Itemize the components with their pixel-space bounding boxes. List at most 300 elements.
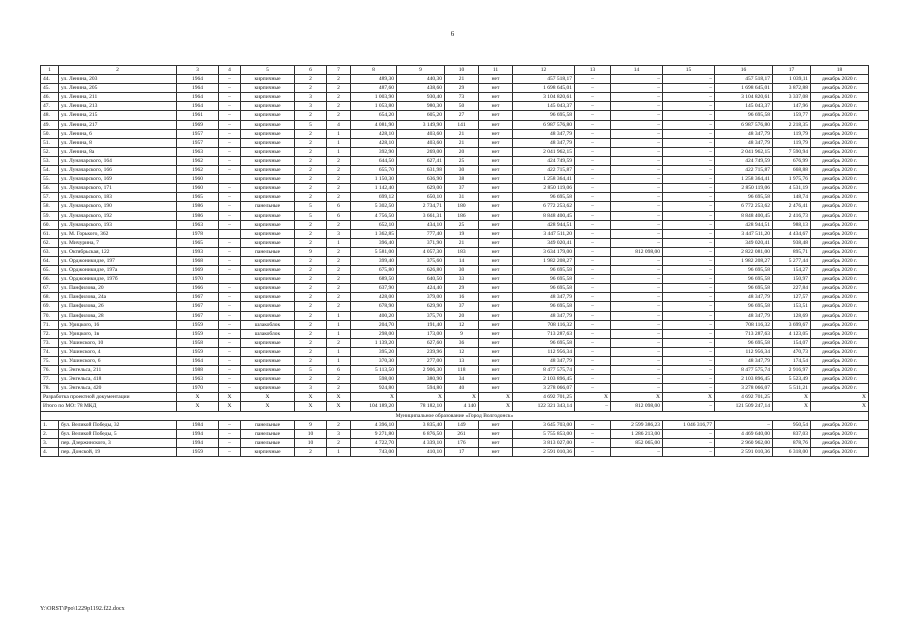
table-cell: ул. Панфилова, 24а <box>59 293 177 302</box>
table-cell: декабрь 2020 г. <box>811 375 869 384</box>
table-cell: – <box>663 120 715 129</box>
table-cell: ул. Луначарского, 190 <box>59 202 177 211</box>
table-cell: 4 <box>327 120 351 129</box>
table-cell: 1 982 208,27 <box>715 256 773 265</box>
table-cell: нет <box>479 247 513 256</box>
table-cell: декабрь 2020 г. <box>811 229 869 238</box>
table-cell: нет <box>479 302 513 311</box>
table-cell: 1 258 364,41 <box>513 175 575 184</box>
table-cell: 1978 <box>177 229 219 238</box>
table-cell: кирпичные <box>241 129 295 138</box>
table-cell: 654,20 <box>351 111 397 120</box>
table-cell: 2 <box>295 284 327 293</box>
table-cell: 2 <box>327 166 351 175</box>
table-cell: кирпичные <box>241 138 295 147</box>
table-cell: 4 057,30 <box>397 247 445 256</box>
table-row <box>41 302 869 311</box>
table-cell: 2 <box>327 175 351 184</box>
table-cell: – <box>575 384 611 393</box>
table-cell: 636,90 <box>397 175 445 184</box>
table-cell: – <box>611 311 663 320</box>
table-cell: 2 <box>327 420 351 429</box>
table-cell: кирпичные <box>241 338 295 347</box>
table-cell: 227,84 <box>773 284 811 293</box>
table-cell: – <box>575 102 611 111</box>
table-cell <box>219 175 241 184</box>
table-cell: 5 755 853,00 <box>513 429 575 438</box>
table-cell: 141 <box>445 120 479 129</box>
table-cell: 1993 <box>177 247 219 256</box>
table-cell: 349 020,41 <box>513 238 575 247</box>
table-cell: – <box>575 256 611 265</box>
table-cell: 96 695,58 <box>513 193 575 202</box>
table-cell: 9 <box>445 329 479 338</box>
table-row <box>41 93 869 102</box>
table-cell: 2 599 386,23 <box>611 420 663 429</box>
table-cell: – <box>219 357 241 366</box>
table-cell: 428,10 <box>351 138 397 147</box>
table-cell: – <box>575 438 611 447</box>
table-cell: нет <box>479 293 513 302</box>
table-cell: 668,88 <box>773 166 811 175</box>
table-cell: X <box>219 402 241 411</box>
table-cell: – <box>575 175 611 184</box>
table-cell: – <box>663 256 715 265</box>
table-cell: нет <box>479 256 513 265</box>
table-cell: X <box>241 393 295 402</box>
table-cell: 48 347,79 <box>513 293 575 302</box>
table-cell: 403,60 <box>397 138 445 147</box>
table-cell: декабрь 2020 г. <box>811 211 869 220</box>
table-cell: 6 987 576,80 <box>513 120 575 129</box>
table-cell: ул. Энгельса, 211 <box>59 366 177 375</box>
table-row <box>41 266 869 275</box>
table-cell: 37 <box>445 302 479 311</box>
table-cell: 7 <box>327 66 351 75</box>
table-cell: ул. Ушинского, 6 <box>59 357 177 366</box>
table-cell: – <box>575 84 611 93</box>
table-cell: 2 218,35 <box>773 120 811 129</box>
table-cell: X <box>811 393 869 402</box>
table-cell <box>219 275 241 284</box>
table-cell: ул. Ленина, 8 <box>59 138 177 147</box>
table-cell: – <box>663 102 715 111</box>
table-cell: 25 <box>445 156 479 165</box>
table-cell: 2 <box>295 156 327 165</box>
table-cell: 16 <box>445 293 479 302</box>
table-cell: – <box>611 93 663 102</box>
table-cell: 2 476,41 <box>773 202 811 211</box>
table-row <box>41 284 869 293</box>
table-cell: 5 581,00 <box>351 247 397 256</box>
table-cell: – <box>219 75 241 84</box>
table-cell: – <box>611 447 663 456</box>
table-cell: 4 081,90 <box>351 120 397 129</box>
table-cell: 4 692 701,25 <box>513 393 575 402</box>
table-cell: 68. <box>41 293 59 302</box>
table-cell: ул. Ушинского, 4 <box>59 347 177 356</box>
table-cell: 2 906,30 <box>397 366 445 375</box>
table-cell: 457 518,17 <box>513 75 575 84</box>
table-cell: 457 518,17 <box>715 75 773 84</box>
table-cell: декабрь 2020 г. <box>811 429 869 438</box>
table-cell: X <box>611 393 663 402</box>
table-cell: 6 <box>327 366 351 375</box>
table-cell: – <box>663 175 715 184</box>
table-cell: 153,51 <box>773 302 811 311</box>
table-cell: – <box>575 447 611 456</box>
table-cell: 1 <box>41 66 59 75</box>
table-cell: 104 189,20 <box>351 402 397 411</box>
table-cell: кирпичные <box>241 111 295 120</box>
table-cell: – <box>663 111 715 120</box>
table-cell: декабрь 2020 г. <box>811 111 869 120</box>
table-cell: 438,60 <box>397 84 445 93</box>
table-cell: – <box>611 238 663 247</box>
table-cell: декабрь 2020 г. <box>811 238 869 247</box>
table-cell: – <box>663 284 715 293</box>
table-cell: 48 347,79 <box>715 293 773 302</box>
table-cell: 487,60 <box>351 84 397 93</box>
table-row <box>41 102 869 111</box>
table-cell: ул. Октябрьская, 122 <box>59 247 177 256</box>
table-cell: 14 <box>611 66 663 75</box>
table-cell: 21 <box>445 75 479 84</box>
table-cell: 58. <box>41 202 59 211</box>
table-row <box>41 329 869 338</box>
table-cell: 112 956,34 <box>513 347 575 356</box>
table-cell: 145 043,37 <box>715 102 773 111</box>
table-cell: 1960 <box>177 175 219 184</box>
table-cell: 173,00 <box>397 329 445 338</box>
table-row <box>41 347 869 356</box>
table-cell: 61. <box>41 229 59 238</box>
table-cell: 191,40 <box>397 320 445 329</box>
table-cell: 1 053,80 <box>351 102 397 111</box>
table-cell: 6 <box>295 66 327 75</box>
table-cell: – <box>219 84 241 93</box>
table-cell: нет <box>479 384 513 393</box>
table-cell: 2 822 081,00 <box>715 247 773 256</box>
table-cell: 1 698 645,01 <box>715 84 773 93</box>
table-cell: – <box>663 184 715 193</box>
table-cell: 73. <box>41 338 59 347</box>
table-cell: ул. Луначарского, 193 <box>59 220 177 229</box>
table-cell: 3 104 820,61 <box>513 93 575 102</box>
table-cell: X <box>295 393 327 402</box>
table-cell: – <box>575 338 611 347</box>
table-cell: 1 046 316,77 <box>663 420 715 429</box>
table-cell: нет <box>479 211 513 220</box>
table-cell: – <box>575 247 611 256</box>
table-cell: 1 <box>327 129 351 138</box>
table-cell: 12 <box>445 320 479 329</box>
table-cell: 689,50 <box>351 275 397 284</box>
table-cell: 96 695,58 <box>715 266 773 275</box>
table-cell: 17 <box>773 66 811 75</box>
table-row <box>41 447 869 456</box>
table-cell: 14 <box>445 256 479 265</box>
table-cell: нет <box>479 420 513 429</box>
table-cell: нет <box>479 129 513 138</box>
table-cell: – <box>219 166 241 175</box>
table-cell: нет <box>479 229 513 238</box>
table-cell: – <box>663 156 715 165</box>
table-cell: 812 098,00 <box>611 247 663 256</box>
table-cell: декабрь 2020 г. <box>811 102 869 111</box>
table-cell: – <box>611 229 663 238</box>
table-cell: 8 848 400,45 <box>715 211 773 220</box>
table-cell: 150,97 <box>773 275 811 284</box>
table-cell: 422 715,87 <box>513 166 575 175</box>
table-cell: 1968 <box>177 256 219 265</box>
table-cell: 2 <box>295 266 327 275</box>
table-cell: – <box>219 329 241 338</box>
table-cell: – <box>575 311 611 320</box>
table-cell: кирпичные <box>241 166 295 175</box>
table-row <box>41 320 869 329</box>
design-docs-row <box>41 393 869 402</box>
table-row <box>41 184 869 193</box>
table-cell: 21 <box>445 238 479 247</box>
table-cell: 938,48 <box>773 238 811 247</box>
table-cell: 3 <box>295 102 327 111</box>
table-cell: 1 <box>327 238 351 247</box>
table-cell: 261 <box>445 429 479 438</box>
table-cell: 627,41 <box>397 156 445 165</box>
table-cell: 2 <box>295 220 327 229</box>
table-cell: – <box>611 275 663 284</box>
table-cell: – <box>611 75 663 84</box>
table-cell: – <box>663 75 715 84</box>
table-cell: – <box>611 329 663 338</box>
table-cell: – <box>219 111 241 120</box>
table-cell: 1962 <box>177 156 219 165</box>
table-cell: 1963 <box>177 375 219 384</box>
table-cell: декабрь 2020 г. <box>811 311 869 320</box>
table-cell: – <box>611 147 663 156</box>
table-cell: 1 <box>327 347 351 356</box>
capital-repair-table <box>40 65 869 457</box>
table-cell: 149 <box>445 420 479 429</box>
table-cell: 470,73 <box>773 347 811 356</box>
table-cell: – <box>663 311 715 320</box>
table-cell: декабрь 2020 г. <box>811 175 869 184</box>
table-cell: 13 <box>445 357 479 366</box>
table-cell: 3. <box>41 438 59 447</box>
table-cell: ул. Ленина, 6 <box>59 129 177 138</box>
table-cell: – <box>219 184 241 193</box>
table-cell: кирпичные <box>241 238 295 247</box>
table-cell: – <box>663 347 715 356</box>
table-cell: – <box>663 429 715 438</box>
table-cell: 2 <box>295 320 327 329</box>
table-cell: ул. Энгельса, 420 <box>59 384 177 393</box>
table-cell: – <box>219 366 241 375</box>
table-cell: 395,20 <box>351 347 397 356</box>
table-cell: 631,98 <box>397 166 445 175</box>
table-cell: ул. Ушинского, 10 <box>59 338 177 347</box>
table-cell: 147,96 <box>773 102 811 111</box>
table-cell: декабрь 2020 г. <box>811 284 869 293</box>
table-cell: 9 <box>295 247 327 256</box>
table-cell: 1964 <box>177 93 219 102</box>
table-cell: нет <box>479 375 513 384</box>
table-cell: – <box>611 256 663 265</box>
table-cell: 2 <box>295 229 327 238</box>
table-cell: 2 916,97 <box>773 366 811 375</box>
table-cell: – <box>575 129 611 138</box>
table-cell: 112 956,34 <box>715 347 773 356</box>
table-cell: 54. <box>41 166 59 175</box>
table-row <box>41 311 869 320</box>
table-cell: 2 <box>327 338 351 347</box>
table-cell: ул. Мичурина, 7 <box>59 238 177 247</box>
table-cell: панельные <box>241 420 295 429</box>
table-cell: – <box>663 220 715 229</box>
table-cell: 2 960 962,00 <box>715 438 773 447</box>
table-cell: 239,96 <box>397 347 445 356</box>
table-cell: – <box>575 320 611 329</box>
table-cell: 2 <box>295 293 327 302</box>
table-cell: 1 <box>327 138 351 147</box>
table-cell: кирпичные <box>241 375 295 384</box>
table-cell: 640,50 <box>397 275 445 284</box>
table-cell: 154,27 <box>773 266 811 275</box>
table-cell: X <box>295 402 327 411</box>
table-cell: 2 <box>295 138 327 147</box>
table-cell: 75. <box>41 357 59 366</box>
table-cell: 2 <box>59 66 177 75</box>
table-cell: 699,12 <box>351 193 397 202</box>
table-cell: 4 692 701,25 <box>715 393 773 402</box>
table-cell: 2 <box>327 384 351 393</box>
table-cell: 17 <box>445 447 479 456</box>
table-cell: 2 <box>327 75 351 84</box>
table-cell: 1965 <box>177 193 219 202</box>
table-cell: декабрь 2020 г. <box>811 220 869 229</box>
table-cell: 12 <box>445 347 479 356</box>
table-cell: ул. Панфилова, 20 <box>59 284 177 293</box>
table-cell: декабрь 2020 г. <box>811 347 869 356</box>
table-cell: 53. <box>41 156 59 165</box>
section-heading-row <box>41 411 869 420</box>
table-cell: 5 <box>241 66 295 75</box>
table-cell: декабрь 2020 г. <box>811 275 869 284</box>
table-cell: 380,90 <box>397 375 445 384</box>
table-cell: 392,90 <box>351 147 397 156</box>
table-row <box>41 247 869 256</box>
table-cell: X <box>445 393 479 402</box>
table-cell: – <box>575 402 611 411</box>
table-cell: 48 347,79 <box>513 129 575 138</box>
table-cell: декабрь 2020 г. <box>811 293 869 302</box>
table-cell: кирпичные <box>241 211 295 220</box>
table-cell: ул. Луначарского, 169 <box>59 175 177 184</box>
table-cell: нет <box>479 175 513 184</box>
table-cell: X <box>479 402 513 411</box>
table-cell: 1964 <box>177 102 219 111</box>
table-cell: 655,70 <box>351 166 397 175</box>
table-cell: ул. Луначарского, 164 <box>59 156 177 165</box>
table-cell: декабрь 2020 г. <box>811 166 869 175</box>
table-cell: 2 591 010,36 <box>513 447 575 456</box>
table-cell: кирпичные <box>241 384 295 393</box>
table-cell: 637,90 <box>351 284 397 293</box>
table-cell: 2 416,73 <box>773 211 811 220</box>
table-cell: – <box>575 302 611 311</box>
table-cell: – <box>219 293 241 302</box>
table-cell: – <box>611 384 663 393</box>
table-cell: 56. <box>41 184 59 193</box>
table-cell: 8 477 575,74 <box>715 366 773 375</box>
table-row <box>41 111 869 120</box>
table-row <box>41 338 869 347</box>
table-cell: 20 <box>445 311 479 320</box>
table-cell: декабрь 2020 г. <box>811 329 869 338</box>
table-cell: 2 <box>327 275 351 284</box>
table-cell: X <box>219 393 241 402</box>
table-cell: 2 <box>295 184 327 193</box>
table-cell: X <box>177 402 219 411</box>
table-cell: 652,10 <box>351 220 397 229</box>
table-cell: 675,80 <box>351 266 397 275</box>
table-cell: 2 041 962,15 <box>715 147 773 156</box>
table-cell: 8 <box>351 66 397 75</box>
table-cell: – <box>219 429 241 438</box>
table-cell: 3 645 703,00 <box>513 420 575 429</box>
table-cell: 403,60 <box>397 129 445 138</box>
table-cell: декабрь 2020 г. <box>811 247 869 256</box>
table-cell: 713 287,63 <box>513 329 575 338</box>
table-cell: 2 <box>327 156 351 165</box>
table-cell: 73 <box>445 93 479 102</box>
table-cell: 1969 <box>177 266 219 275</box>
table-cell: – <box>663 93 715 102</box>
table-cell: 3 <box>327 229 351 238</box>
table-cell: – <box>219 302 241 311</box>
table-cell: 2 <box>295 129 327 138</box>
table-cell: 1 <box>327 357 351 366</box>
table-cell: – <box>575 138 611 147</box>
table-cell: – <box>575 293 611 302</box>
table-cell: 21 <box>445 129 479 138</box>
table-cell: декабрь 2020 г. <box>811 138 869 147</box>
table-cell: 59. <box>41 211 59 220</box>
table-cell: нет <box>479 275 513 284</box>
table-cell: 204,70 <box>351 320 397 329</box>
table-cell: декабрь 2020 г. <box>811 420 869 429</box>
table-cell: 48 347,79 <box>513 357 575 366</box>
table-cell: 8 848 400,45 <box>513 211 575 220</box>
table-cell: декабрь 2020 г. <box>811 366 869 375</box>
table-cell: – <box>611 211 663 220</box>
table-cell: – <box>219 211 241 220</box>
table-cell: – <box>663 147 715 156</box>
table-cell: 3 <box>177 66 219 75</box>
table-cell: – <box>219 438 241 447</box>
table-cell: – <box>219 420 241 429</box>
table-row <box>41 238 869 247</box>
table-cell: 37 <box>445 184 479 193</box>
table-cell: 16 <box>715 66 773 75</box>
table-cell: пер. Дзержинского, 3 <box>59 438 177 447</box>
table-cell: – <box>219 338 241 347</box>
table-cell: 837,03 <box>773 429 811 438</box>
table-cell: 4. <box>41 447 59 456</box>
table-cell: кирпичные <box>241 284 295 293</box>
table-cell: 5 511,21 <box>773 384 811 393</box>
